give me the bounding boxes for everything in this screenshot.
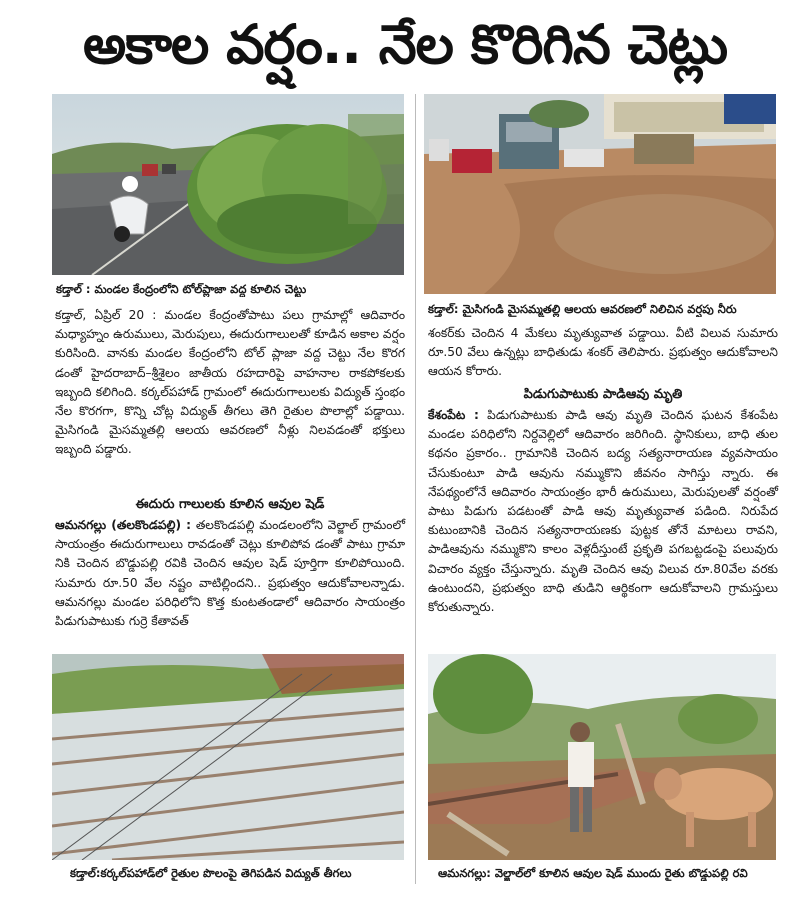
article-text: పిడుగుపాటుకు పాడి ఆవు మృతి చెందిన ఘటన కేశంపేట మండల పరిధిలోని నిర్దవెల్లిలో ఆదివారం జరిగింది. స్థానికులు, బాధి తుల కథనం ప్రకారం.. గ్రామానికి చెందిన బద్య సత్యనారాయణ వ్యవసాయం చేసుకుంటూ పాడి ఆవును నమ్ముకొని జీవనం సాగిస్తు న్నారు. ఈ నేపథ్యంలోనే ఆదివారం సాయంత్రం భారీ ఉరుములు, మెరుపులతో వర్షంతో పాటు పిడుగు పడటంతో పాడి ఆవు మృత్యువాత పడింది. నిరుపేద కుటుంబానికి చెందిన సత్యనారాయణకు పుట్టక తోనే మాటలు రావని, పాడిఆవును నమ్ముకొని కాలం వెళ్లదీస్తుంటే ప్రకృతి పగబట్టడంపై పలువురు విచారం వ్యక్తం చేస్తున్నారు. మృతి చెందిన ఆవు విలువ రూ.80వేల వరకు ఉంటుందని, ప్రభుత్వం బాధి తుడిని ఆర్థికంగా ఆదుకోవాలని గ్రామస్తులు కోరుతున్నారు. [428,408,778,615]
fallen-wires-image [52,654,404,860]
waterlogged-road-image [424,94,776,294]
article-heading: ఈదురు గాలులకు కూలిన ఆవుల షెడ్ [135,497,325,512]
fallen-tree-image [52,94,404,275]
article-body [428,324,778,382]
photo-collapsed-shed [428,654,776,860]
photo-caption: కడ్తాల్:కర్కల్‌పహాడ్‌లో రైతుల పొలంపై తెగిపడిన విద్యుత్ తీగలు [70,866,352,880]
article-dateline: కేశంపేట : [428,408,479,422]
article-text: తలకొండపల్లి మండలంలోని వెల్జాల్ గ్రామంలో సాయంత్రం ఈదురుగాలులు రావడంతో చెట్లు కూలిపోవ డంతో పాటు గ్రామా నికి చెందిన బొడ్డుపల్లి రవికి చెందిన ఆవుల షెడ్ పూర్తిగా కూలిపోయింది. సుమారు రూ.50 వేల నష్టం వాటిల్లిందని.. ప్రభుత్వం ఆదుకోవాలన్నాడు. ఆమనగల్లు మండల పరిధిలోని కొత్త కుంటతండాలో ఆదివారం సాయంత్రం పిడుగుపాటుకు గుర్రె కేతావత్ [55,518,405,629]
photo-caption: కడ్తాల్: మైసిగండి మైసమ్మతల్లి ఆలయ ఆవరణలో నిలిచిన వర్షపు నీరు [428,302,737,316]
article-text: శంకర్‌కు చెందిన 4 మేకలు మృత్యువాత పడ్డాయి. వీటి విలువ సుమారు రూ.50 వేలు ఉన్నట్లు బాధితుడు శంకర్ తెలిపారు. ప్రభుత్వం ఆదుకోవాలని ఆయన కోరారు. [428,326,778,379]
article-body [55,306,405,460]
photo-waterlogged-road [424,94,776,294]
photo-caption: కడ్తాల్ : మండల కేంద్రంలోని టోల్‌ప్లాజా వద్ద కూలిన చెట్టు [56,282,307,296]
article-heading: పిడుగుపాటుకు పాడిఆవు మృతి [523,387,683,402]
article-text: కడ్తాల్, ఏప్రిల్ 20 : మండల కేంద్రంతోపాటు పలు గ్రామాల్లో ఆదివారం మధ్యాహ్నం ఉరుములు, మెరుపులు, ఈదురుగాలులతో కూడిన అకాల వర్షం కురిసింది. వానకు మండల కేంద్రంలోని టోల్ ప్లాజా వద్ద చెట్టు నేల కొరగ డంతో హైదరాబాద్–శ్రీశైలం జాతీయ రహదారిపై వాహనాల రాకపోకలకు ఇబ్బంది కలిగింది. కర్కల్‌పహాడ్ గ్రామంలో ఈదురుగాలులకు విద్యుత్ స్తంభం నేల కొరగగా, కొన్ని చోట్ల విద్యుత్ తీగలు తెగి రైతుల పొలాల్లో పడ్డాయి. మైసిగండి మైసమ్మతల్లి ఆలయ ఆవరణలో నీళ్లు నిలవడంతో భక్తులు ఇబ్బంది పడ్డారు. [55,308,405,457]
column-divider [415,94,416,884]
article-body [55,516,405,631]
photo-fallen-wires [52,654,404,860]
article-body [428,406,778,617]
photo-fallen-tree [52,94,404,275]
headline: అకాల వర్షం.. నేల కొరిగిన చెట్లు [82,13,728,76]
article-dateline: ఆమనగల్లు (తలకొండపల్లి) : [55,518,192,532]
photo-caption: ఆమనగల్లు: వెల్జాల్‌లో కూలిన ఆవుల షెడ్ ముందు రైతు బొడ్డుపల్లి రవి [438,866,748,880]
collapsed-shed-image [428,654,776,860]
